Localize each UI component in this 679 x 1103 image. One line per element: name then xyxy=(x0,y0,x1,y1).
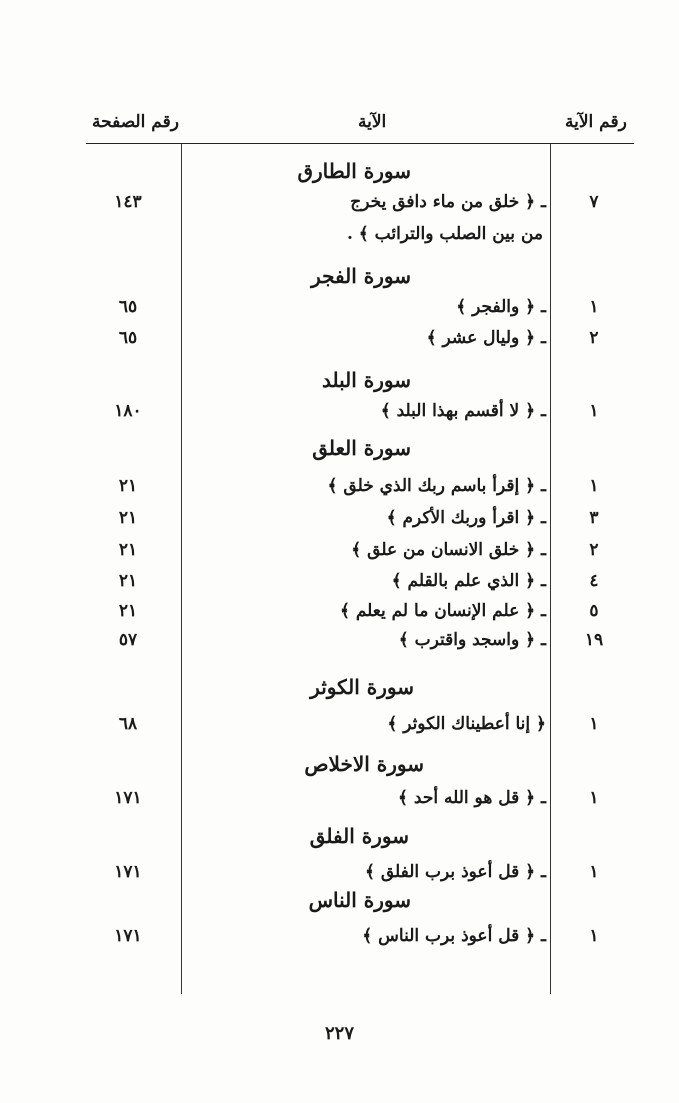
verse-text: ـ ﴿ قل أعوذ برب الفلق ﴾ xyxy=(364,862,546,882)
verse-number: ٤ xyxy=(589,571,599,591)
table-row xyxy=(0,397,679,429)
verse-number: ٢ xyxy=(589,328,599,348)
table-row xyxy=(0,504,679,536)
footer-page-number: ٢٢٧ xyxy=(324,1023,354,1044)
header-verse: الآية xyxy=(358,112,387,132)
page-number: ١٧١ xyxy=(114,788,142,808)
page-number: ١٧١ xyxy=(114,926,142,946)
table-row xyxy=(0,536,679,568)
verse-text: ـ ﴿ الذي علم بالقلم ﴾ xyxy=(391,571,546,591)
verse-number: ١ xyxy=(589,476,599,496)
page-number: ٢١ xyxy=(118,571,138,591)
surah-heading: سورة العلق xyxy=(312,436,411,460)
page-number: ١٧١ xyxy=(114,862,142,882)
verse-number: ٣ xyxy=(589,508,599,528)
surah-heading: سورة الفلق xyxy=(309,824,409,848)
verse-text: ـ ﴿ قل هو الله أحد ﴾ xyxy=(398,788,546,808)
verse-number: ١ xyxy=(589,862,599,882)
table-row xyxy=(0,858,679,890)
table-row xyxy=(0,324,679,356)
header-divider xyxy=(86,143,634,144)
page-number: ٢١ xyxy=(118,601,138,621)
verse-number: ٥ xyxy=(589,601,599,621)
page-number: ٦٥ xyxy=(118,328,138,348)
page-number: ٥٧ xyxy=(118,630,138,650)
page-number: ١٤٣ xyxy=(114,192,142,212)
verse-number: ١٩ xyxy=(584,630,604,650)
page-number: ٦٥ xyxy=(118,297,138,317)
table-row xyxy=(0,784,679,816)
verse-text: من بين الصلب والترائب ﴾ . xyxy=(346,224,543,244)
verse-text: ـ ﴿ خلق الانسان من علق ﴾ xyxy=(351,540,546,560)
verse-number: ١ xyxy=(589,926,599,946)
verse-text: ـ ﴿ لا أقسم بهذا البلد ﴾ xyxy=(380,401,546,421)
verse-text: ـ ﴿ اقرأ وربك الأكرم ﴾ xyxy=(386,508,546,528)
verse-number: ٧ xyxy=(589,192,599,212)
table-row xyxy=(0,188,679,220)
surah-heading: سورة الناس xyxy=(308,888,411,912)
table-row xyxy=(0,922,679,954)
verse-text: ـ ﴿ خلق من ماء دافق يخرج xyxy=(350,192,546,212)
verse-number: ١ xyxy=(589,714,599,734)
surah-heading: سورة البلد xyxy=(322,368,411,392)
verse-text: ـ ﴿ وليال عشر ﴾ xyxy=(426,328,546,348)
verse-number: ١ xyxy=(589,401,599,421)
surah-heading: سورة الطارق xyxy=(297,159,411,183)
verse-number: ١ xyxy=(589,788,599,808)
table-row xyxy=(0,220,679,252)
page-number: ٦٨ xyxy=(118,714,138,734)
table-row xyxy=(0,472,679,504)
verse-text: ـ ﴿ إقرأ باسم ربك الذي خلق ﴾ xyxy=(327,476,546,496)
verse-text: ـ ﴿ والفجر ﴾ xyxy=(456,297,546,317)
table-row xyxy=(0,597,679,629)
header-verse-number: رقم الآية xyxy=(565,112,627,132)
table-row xyxy=(0,293,679,325)
page-number: ٢١ xyxy=(118,508,138,528)
surah-heading: سورة الفجر xyxy=(311,264,411,288)
table-row xyxy=(0,626,679,658)
page-number: ١٨٠ xyxy=(114,401,142,421)
verse-text: ـ ﴿ علم الإنسان ما لم يعلم ﴾ xyxy=(339,601,546,621)
verse-text: ـ ﴿ قل أعوذ برب الناس ﴾ xyxy=(362,926,546,946)
table-row xyxy=(0,710,679,742)
verse-number: ١ xyxy=(589,297,599,317)
surah-heading: سورة الكوثر xyxy=(310,675,414,699)
header-page-number: رقم الصفحة xyxy=(92,112,179,132)
table-row xyxy=(0,567,679,599)
verse-text: ﴿ إنا أعطيناك الكوثر ﴾ xyxy=(387,714,546,734)
page-number: ٢١ xyxy=(118,476,138,496)
verse-number: ٢ xyxy=(589,540,599,560)
verse-text: ـ ﴿ واسجد واقترب ﴾ xyxy=(398,630,546,650)
surah-heading: سورة الاخلاص xyxy=(304,752,424,776)
page-number: ٢١ xyxy=(118,540,138,560)
